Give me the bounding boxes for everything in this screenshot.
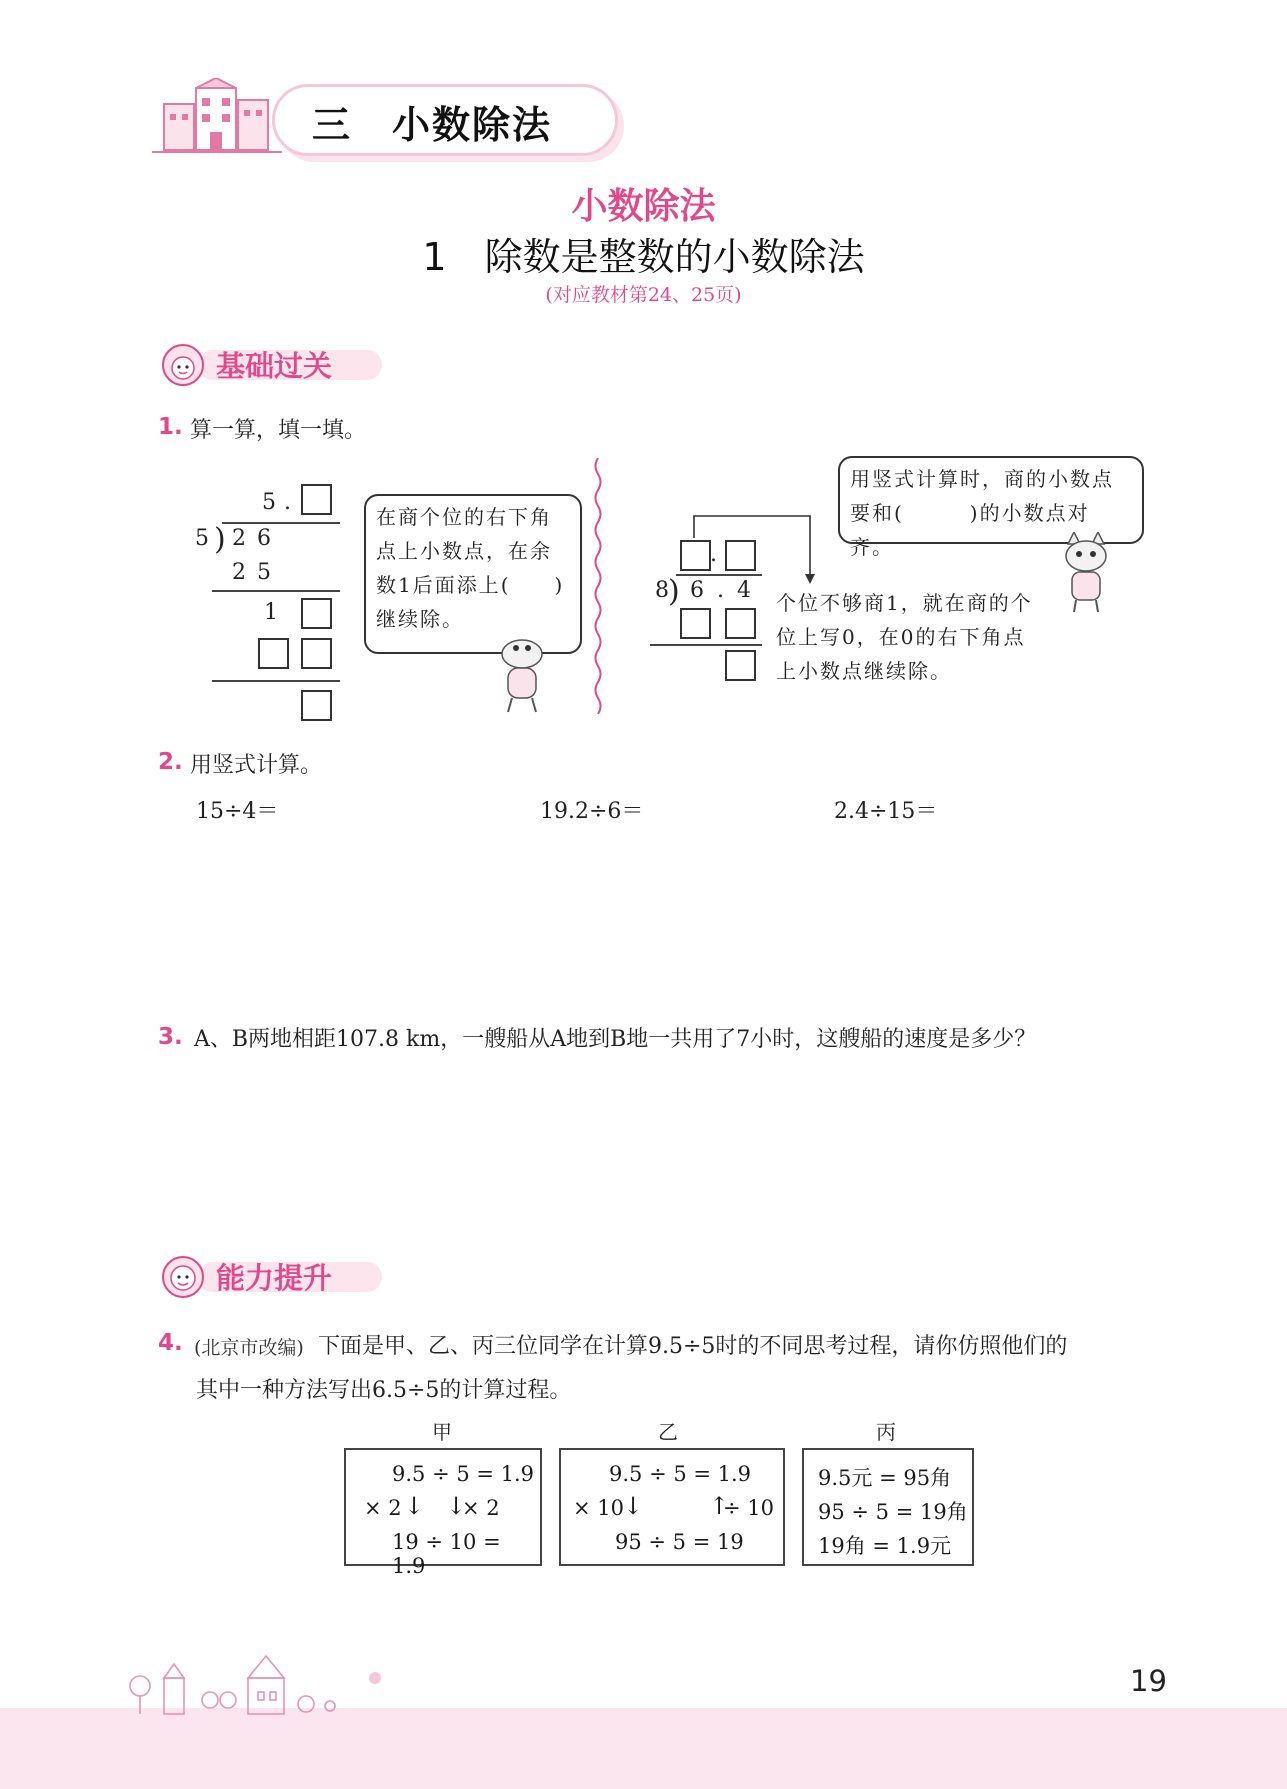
answer-box[interactable] (301, 484, 332, 515)
question-number: 1. (158, 414, 183, 440)
hint-bubble-left: 在商个位的右下角点上小数点，在余数1后面添上( )继续除。 (364, 494, 582, 654)
answer-box[interactable] (301, 690, 332, 721)
equation-row: 9.5 ÷ 5 = 1.9 (392, 1462, 535, 1486)
subtraction-line (212, 590, 340, 592)
method-box-yi (559, 1448, 785, 1566)
chapter-title: 三 小数除法 (312, 103, 553, 147)
equation-row: 95 ÷ 5 = 19角 (818, 1500, 968, 1524)
operation-right: ÷ 10 (723, 1496, 774, 1520)
section-label: 基础过关 (216, 349, 333, 383)
method-label: 丙 (876, 1420, 896, 1444)
answer-box[interactable] (301, 598, 332, 629)
section-label: 能力提升 (216, 1261, 333, 1295)
operation-left: × 2 (364, 1496, 402, 1520)
town-skyline-icon (120, 1648, 400, 1718)
divisor: 8 (655, 578, 669, 603)
quotient-digit: 5 (262, 490, 276, 515)
subtraction-row: 2 5 (232, 560, 273, 585)
cat-mascot-icon (1052, 532, 1122, 614)
section-title: 小数除法 (571, 186, 716, 227)
chapter-banner (152, 78, 618, 162)
equation-row: 95 ÷ 5 = 19 (615, 1530, 744, 1554)
footer-band (0, 1708, 1287, 1789)
question-number: 3. (158, 1024, 183, 1050)
lesson-title: 1 除数是整数的小数除法 (422, 235, 865, 279)
answer-box[interactable] (725, 650, 756, 681)
answer-box[interactable] (301, 638, 332, 669)
down-arrow-icon: ↓ (446, 1492, 467, 1520)
calc-item: 19.2÷6＝ (540, 799, 644, 824)
division-bracket: ) (214, 522, 226, 557)
method-label: 甲 (432, 1420, 452, 1444)
up-arrow-icon: ↑ (709, 1492, 730, 1520)
question-number: 4. (158, 1330, 183, 1356)
answer-box[interactable] (680, 608, 711, 639)
remainder: 1 (264, 600, 278, 625)
dividend: 6 . 4 (690, 578, 754, 603)
question-text: 算一算，填一填。 (190, 418, 367, 443)
school-building-icon (152, 78, 292, 162)
calc-item: 15÷4＝ (196, 799, 279, 824)
equation-row: 9.5元 = 95角 (818, 1466, 952, 1490)
girl-avatar-icon (160, 342, 206, 388)
question-text: 其中一种方法写出6.5÷5的计算过程。 (196, 1378, 572, 1403)
equation-row: 19角 = 1.9元 (818, 1534, 952, 1558)
section-badge-advanced (160, 1254, 400, 1300)
subtraction-line (212, 680, 340, 682)
answer-box[interactable] (725, 608, 756, 639)
pink-divider (593, 458, 603, 714)
down-arrow-icon: ↓ (623, 1492, 644, 1520)
equation-row: 19 ÷ 10 = 1.9 (392, 1530, 501, 1578)
method-label: 乙 (658, 1420, 678, 1444)
dividend: 2 6 (232, 526, 273, 551)
question-text: 用竖式计算。 (190, 753, 323, 778)
tip-note: 个位不够商1，就在商的个位上写0，在0的右下角点上小数点继续除。 (776, 591, 1033, 683)
divisor: 5 (195, 526, 209, 551)
division-bracket: ) (668, 574, 680, 609)
page-number: 19 (1130, 1664, 1167, 1698)
down-arrow-icon: ↓ (404, 1492, 425, 1520)
division-bar (222, 522, 340, 524)
section-badge-basic (160, 342, 400, 388)
question-text: 下面是甲、乙、丙三位同学在计算9.5÷5时的不同思考过程，请你仿照他们的 (318, 1334, 1068, 1359)
operation-right: × 2 (462, 1496, 500, 1520)
subtraction-line (650, 644, 762, 646)
hint-bubble-right: 用竖式计算时，商的小数点要和( )的小数点对齐。 (838, 456, 1144, 544)
crocodile-mascot-icon (490, 632, 550, 716)
calc-item: 2.4÷15＝ (834, 799, 938, 824)
decimal-point: . (710, 542, 717, 567)
answer-box[interactable] (258, 638, 289, 669)
monkey-avatar-icon (160, 1254, 206, 1300)
equation-row: 9.5 ÷ 5 = 1.9 (609, 1462, 752, 1486)
method-box-jia (344, 1448, 542, 1578)
operation-left: × 10 (573, 1496, 624, 1520)
textbook-reference: (对应教材第24、25页) (545, 284, 742, 306)
decimal-point: . (284, 490, 291, 515)
question-number: 2. (158, 749, 183, 775)
pointer-arrow-icon (692, 514, 816, 586)
method-box-bing (802, 1448, 974, 1566)
question-source: (北京市改编) (194, 1337, 304, 1359)
question-text: A、B两地相距107.8 km，一艘船从A地到B地一共用了7小时，这艘船的速度是多少？ (194, 1027, 1037, 1052)
